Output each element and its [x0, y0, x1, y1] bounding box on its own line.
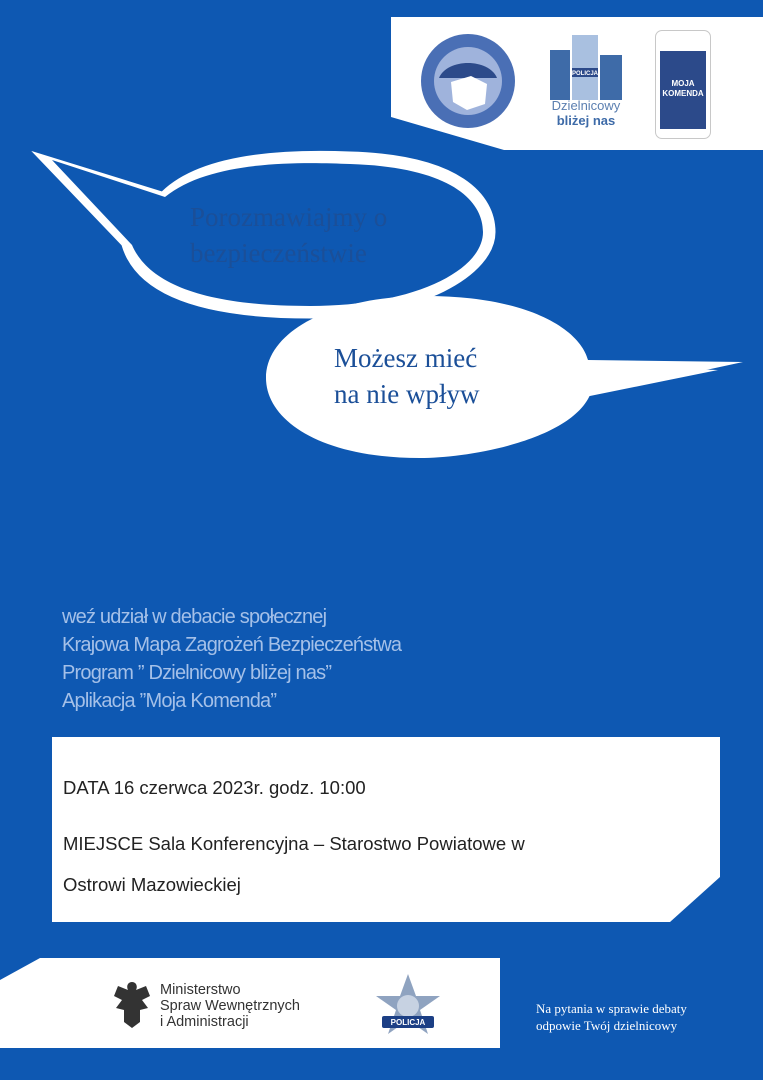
questions-line-2: odpowie Twój dzielnicowy	[536, 1018, 678, 1033]
event-place: MIEJSCE Sala Konferencyjna – Starostwo Powiatowe w	[63, 833, 525, 854]
info-line-3: Program ” Dzielnicowy bliżej nas”	[62, 662, 332, 684]
bubble-1-text	[190, 199, 387, 271]
bubble-2-line-2: na nie wpływ	[334, 379, 480, 409]
bubble-1-line-1: Porozmawiajmy o	[190, 202, 388, 232]
ministry-line-3: i Administracji	[160, 1014, 249, 1030]
app-label-line-1: MOJA	[671, 79, 695, 88]
questions-note	[536, 1000, 746, 1034]
bubble-1-line-2: bezpieczeństwie	[190, 238, 367, 268]
event-place-line-2: Ostrowi Mazowieckiej	[63, 874, 241, 895]
dzielnicowy-line-1: Dzielnicowy	[551, 98, 621, 113]
bubble-2-line-1: Możesz mieć	[334, 343, 478, 373]
dzielnicowy-badge-text: POLICJA	[571, 71, 599, 77]
app-label-line-2: KOMENDA	[662, 89, 704, 98]
police-star-icon	[372, 972, 444, 1044]
dzielnicowy-line-2: bliżej nas	[556, 113, 616, 128]
bubble-2-text	[334, 340, 479, 412]
ministry-line-2: Spraw Wewnętrznych	[160, 998, 300, 1014]
polish-eagle-icon	[110, 978, 154, 1032]
moja-komenda-app-icon	[655, 30, 711, 139]
info-line-2: Krajowa Mapa Zagrożeń Bezpieczeństwa	[62, 634, 402, 656]
police-badge-text: POLICJA	[390, 1018, 426, 1027]
ministry-line-1: Ministerstwo	[160, 982, 241, 998]
phone-screen	[660, 51, 706, 129]
info-line-4: Aplikacja ”Moja Komenda”	[62, 690, 277, 712]
event-date: DATA 16 czerwca 2023r. godz. 10:00	[63, 777, 366, 798]
info-line-1: weź udział w debacie społecznej	[62, 606, 327, 628]
ministry-name	[160, 982, 300, 1030]
kmzb-logo-icon	[419, 32, 517, 130]
questions-line-1: Na pytania w sprawie debaty	[536, 1001, 687, 1016]
